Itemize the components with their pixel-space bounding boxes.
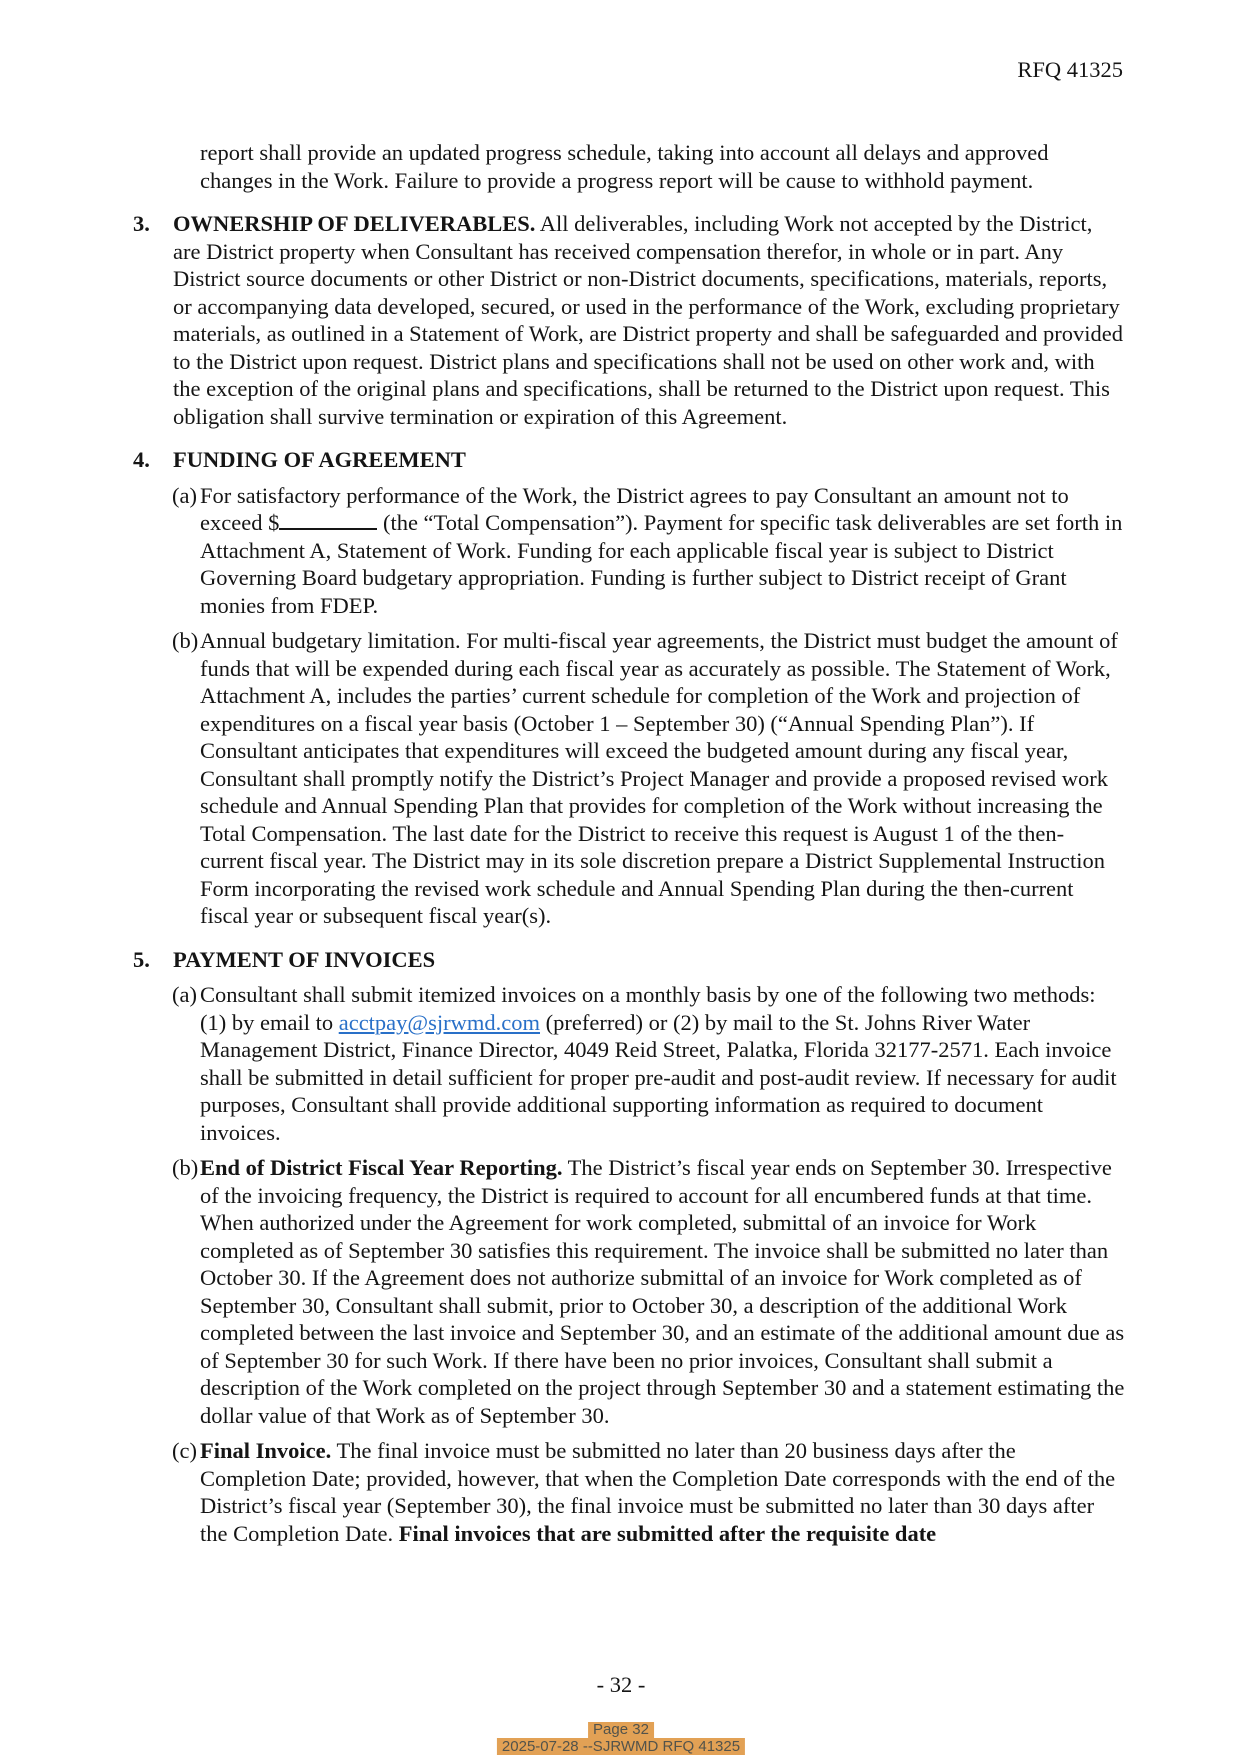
section-5-item-a-text: [200, 981, 1125, 1146]
section-3-heading: OWNERSHIP OF DELIVERABLES.: [173, 211, 536, 236]
section-4-item-a: [172, 482, 1125, 620]
section-4-heading-row: [133, 446, 1125, 474]
section-5-item-b-text: [200, 1154, 1125, 1429]
section-3-ownership-of-deliverables: [133, 210, 1125, 430]
section-3-row: [133, 210, 1125, 430]
section-3-number: 3.: [133, 211, 150, 236]
section-4-item-b: [172, 627, 1125, 930]
section-5-heading-row: [133, 946, 1125, 974]
stamp-page-label: Page 32: [588, 1722, 654, 1738]
item-4a-text-before-blank: For satisfactory performance of the Work, the District agrees to pay Consultant an amount not to exceed $: [200, 482, 1069, 535]
item-4a-text-after-blank: (the “Total Compensation”). Payment for specific task deliverables are set forth in Attachment A, Statement of Work. Funding for each applicable fiscal year is subject to District Governing Board budgetary appropriation. Funding is further subject to District receipt of Grant monies from FDEP.: [200, 510, 1123, 618]
footer-page-number: - 32 -: [596, 1672, 646, 1697]
section-5-payment-of-invoices: [133, 946, 1125, 1548]
total-compensation-blank: [279, 511, 377, 530]
section-5-item-c-letter: (c): [172, 1438, 197, 1463]
section-4-number: 4.: [133, 447, 150, 472]
item-5c-bold-tail: Final invoices that are submitted after the requisite date: [398, 1520, 937, 1546]
continuation-paragraph: report shall provide an updated progress schedule, taking into account all delays and approved changes in the Work. Failure to provide a progress report will be cause to withhold payment.: [200, 140, 1049, 193]
header-rfq-number: RFQ 41325: [1017, 57, 1123, 82]
section-5-item-c-text: [200, 1437, 1125, 1547]
section-4-heading: FUNDING OF AGREEMENT: [173, 447, 466, 472]
section-3-body-text: All deliverables, including Work not accepted by the District, are District property when Consultant has received compensation therefor, in whole or in part. Any District source documents or other District or non-District documents, specifications, materials, reports, or accompanying data developed, secured, or used in the performance of the Work, excluding proprietary materials, as outlined in a Statement of Work, are District property and shall be safeguarded and provided to the District upon request. District plans and specifications shall not be used on other work and, with the exception of the original plans and specifications, shall be returned to the District upon request. This obligation shall survive termination or expiration of this Agreement.: [173, 211, 1123, 429]
section-5-item-b: [172, 1154, 1125, 1429]
section-5-item-a-letter: (a): [172, 982, 197, 1007]
acctpay-email-link[interactable]: acctpay@sjrwmd.com: [338, 1009, 540, 1035]
section-5-item-c: [172, 1437, 1125, 1547]
section-4-funding-of-agreement: [133, 446, 1125, 930]
item-5c-bold-lead: Final Invoice.: [200, 1438, 332, 1463]
section-4-item-a-letter: (a): [172, 482, 197, 508]
section-5-item-a: [172, 981, 1125, 1146]
section-5-item-b-letter: (b): [172, 1155, 199, 1180]
item-5b-bold-lead: End of District Fiscal Year Reporting.: [200, 1155, 563, 1180]
item-5b-body-text: The District’s fiscal year ends on September 30. Irrespective of the invoicing frequency, the District is required to account for all encumbered funds at that time. When authorized under the Agreement for work completed, submittal of an invoice for Work completed as of September 30 satisfies this requirement. The invoice shall be submitted no later than October 30. If the Agreement does not authorize submittal of an invoice for Work completed as of September 30, Consultant shall submit, prior to October 30, a description of the additional Work completed between the last invoice and September 30, and an estimate of the additional amount due as of September 30 for such Work. If there have been no prior invoices, Consultant shall submit a description of the Work completed on the project through September 30 and a statement estimating the dollar value of that Work as of September 30.: [200, 1155, 1125, 1428]
item-5a-text-before-link: Consultant shall submit itemized invoices on a monthly basis by one of the following two methods: (1) by email to: [200, 982, 1096, 1035]
section-4-item-a-text: [200, 482, 1125, 620]
section-5-number: 5.: [133, 946, 150, 972]
section-3-paragraph: [173, 210, 1125, 430]
stamp-date-rfq-label: 2025-07-28 --SJRWMD RFQ 41325: [497, 1738, 745, 1755]
section-4-item-b-letter: (b): [172, 628, 199, 653]
section-4-item-b-text: Annual budgetary limitation. For multi-fiscal year agreements, the District must budget the amount of funds that will be expended during each fiscal year as accurately as possible. The Statement of Work, Attachment A, includes the parties’ current schedule for completion of the Work and projection of expenditures on a fiscal year basis (October 1 – September 30) (“Annual Spending Plan”). If Consultant anticipates that expenditures will exceed the budgeted amount during any fiscal year, Consultant shall promptly notify the District’s Project Manager and provide a proposed revised work schedule and Annual Spending Plan that provides for completion of the Work without increasing the Total Compensation. The last date for the District to receive this request is August 1 of the then-current fiscal year. The District may in its sole discretion prepare a District Supplemental Instruction Form incorporating the revised work schedule and Annual Spending Plan during the then-current fiscal year or subsequent fiscal year(s).: [200, 628, 1118, 928]
item-5a-text-after-link: (preferred) or (2) by mail to the St. Johns River Water Management District, Finance Director, 4049 Reid Street, Palatka, Florida 32177-2571. Each invoice shall be submitted in detail sufficient for proper pre-audit and post-audit review. If necessary for audit purposes, Consultant shall provide additional supporting information as required to document invoices.: [200, 1009, 1117, 1145]
document-content: [133, 139, 1125, 1547]
item-5c-body-text: The final invoice must be submitted no later than 20 business days after the Completion Date; provided, however, that when the Completion Date corresponds with the end of the District’s fiscal year (September 30), the final invoice must be submitted no later than 30 days after the Completion Date.: [200, 1438, 1116, 1546]
section-5-heading: PAYMENT OF INVOICES: [173, 946, 436, 972]
